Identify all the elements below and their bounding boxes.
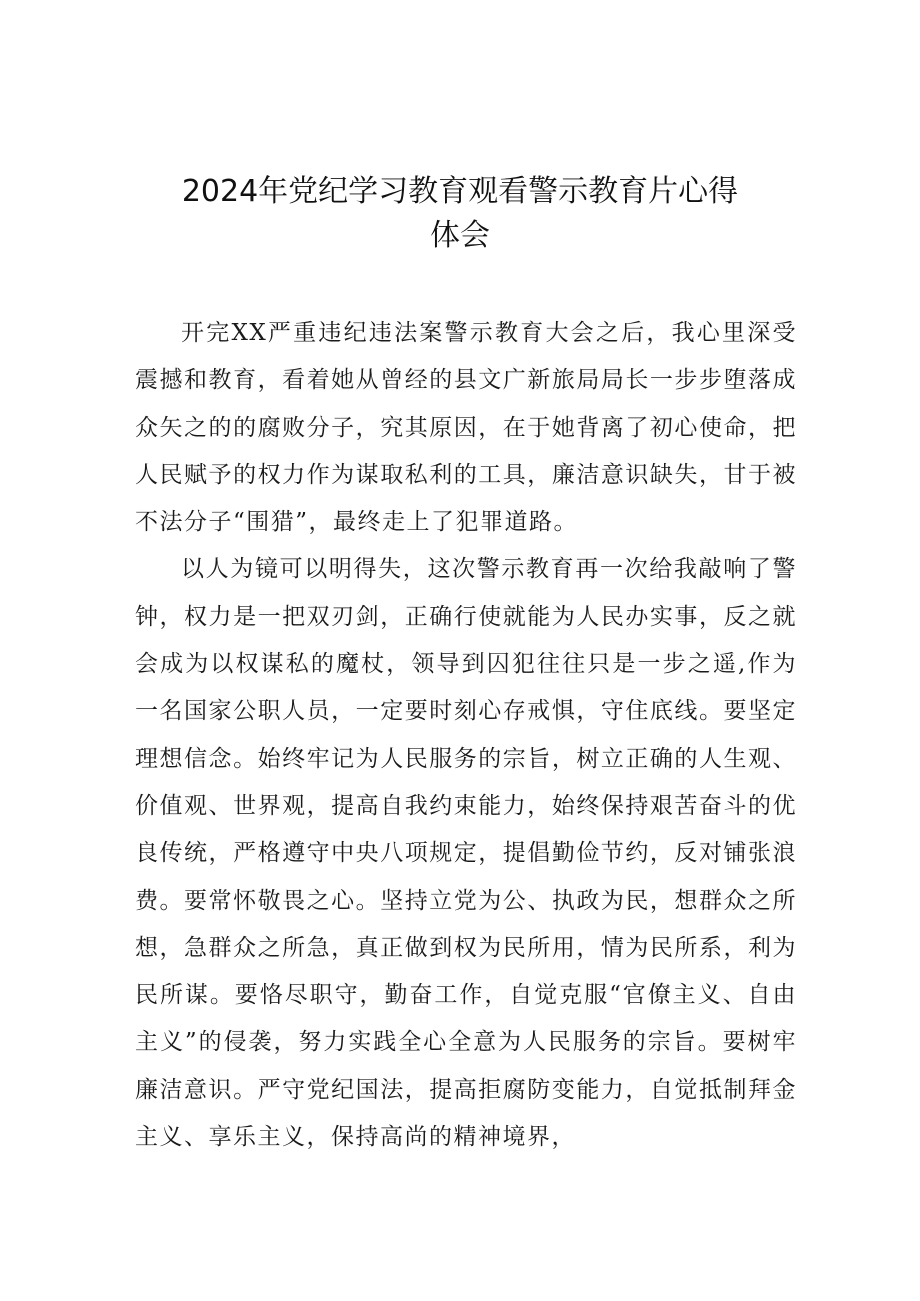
title-line-1: 2024年党纪学习教育观看警示教育片心得 (181, 174, 739, 209)
paragraph-1: 开完XX严重违纪违法案警示教育大会之后，我心里深受震撼和教育，看着她从曾经的县文广新旅局局长一步步堕落成众矢之的的腐败分子，究其原因，在于她背离了初心使命，把人民赋予的权力作为谋取私利的工具，廉洁意识缺失，甘于被不法分子“围猎”，最终走上了犯罪道路。 (135, 320, 797, 536)
paragraph-2: 以人为镜可以明得失，这次警示教育再一次给我敲响了警钟，权力是一把双刃剑，正确行使就能为人民办实事，反之就会成为以权谋私的魔杖，领导到囚犯往往只是一步之遥,作为一名国家公职人员，一定要时刻心存戒惧，守住底线。要坚定理想信念。始终牢记为人民服务的宗旨，树立正确的人生观、价值观、世界观，提高自我约束能力，始终保持艰苦奋斗的优良传统，严格遵守中央八项规定，提倡勤俭节约，反对铺张浪费。要常怀敬畏之心。坚持立党为公、执政为民，想群众之所想，急群众之所急，真正做到权为民所用，情为民所系，利为民所谋。要恪尽职守，勤奋工作，自觉克服“官僚主义、自由主义”的侵袭，努力实践全心全意为人民服务的宗旨。要树牢廉洁意识。严守党纪国法，提高拒腐防变能力，自觉抵制拜金主义、享乐主义，保持高尚的精神境界， (135, 556, 797, 1151)
document-body (135, 310, 797, 1161)
title-line-2: 体会 (430, 218, 490, 253)
document-title (120, 170, 800, 258)
